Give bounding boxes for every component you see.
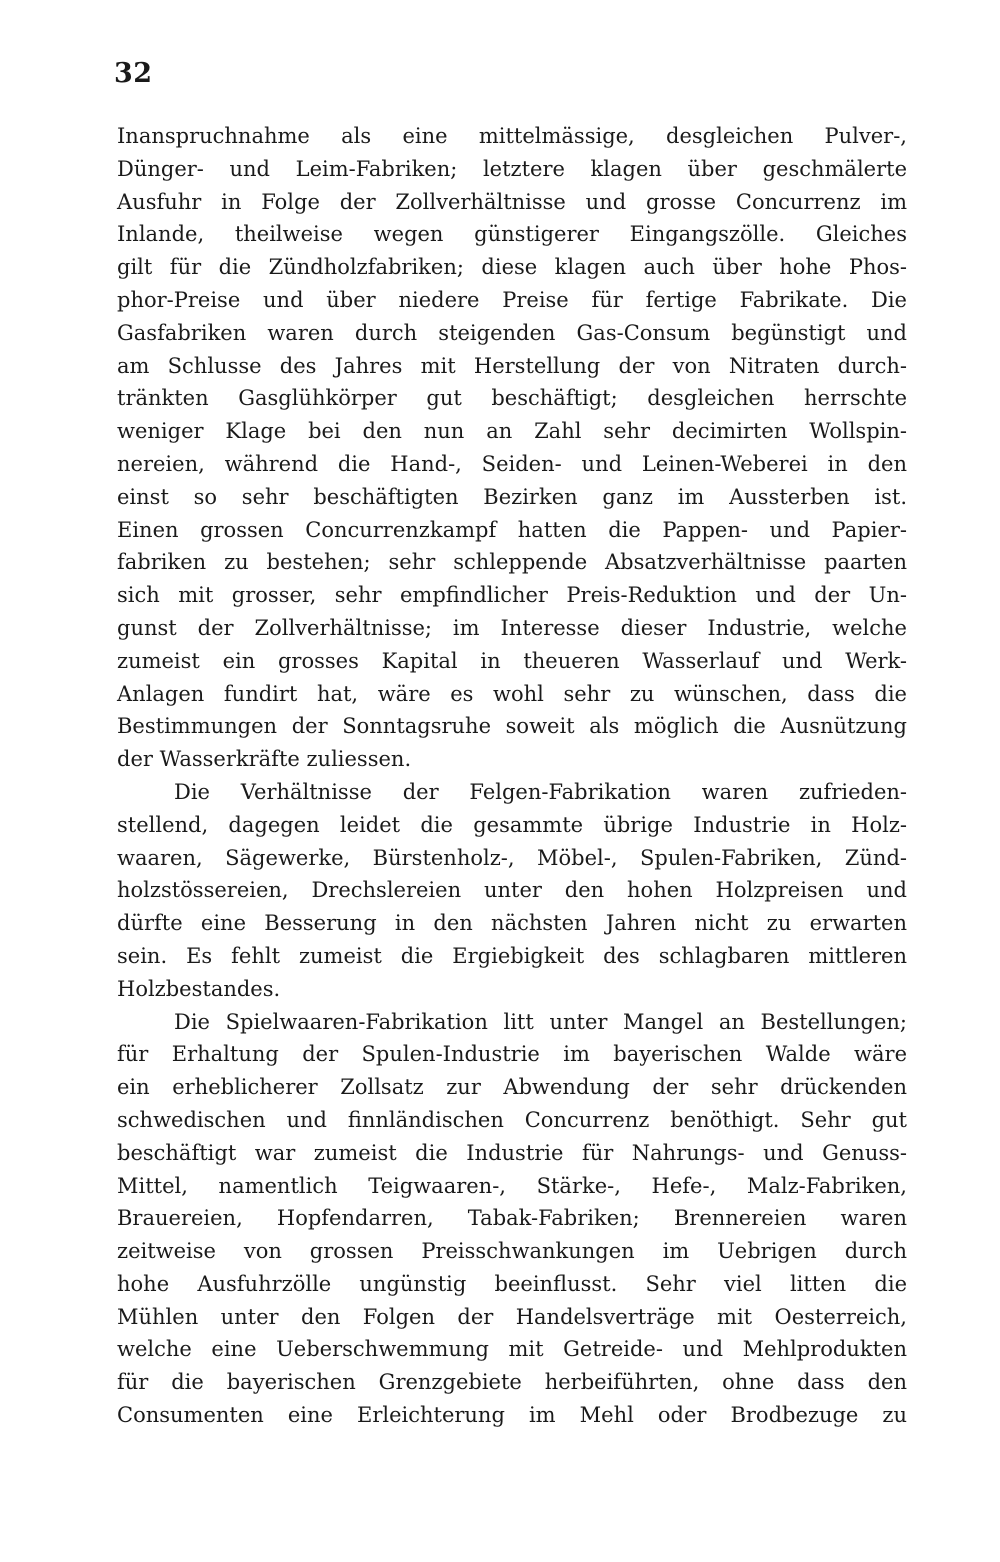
text-line: Ausfuhr in Folge der Zollverhältnisse und grosse Concurrenz im <box>117 189 907 214</box>
text-line: fabriken zu bestehen; sehr schleppende Absatzverhältnisse paarten <box>117 550 907 575</box>
text-line: am Schlusse des Jahres mit Herstellung der von Nitraten durch- <box>117 353 907 378</box>
text-line: holzstössereien, Drechslereien unter den hohen Holzpreisen und <box>117 878 907 903</box>
text-line: für die bayerischen Grenzgebiete herbeiführten, ohne dass den <box>117 1370 907 1395</box>
page-number: 32 <box>114 58 153 89</box>
text-line: gilt für die Zündholzfabriken; diese klagen auch über hohe Phos- <box>117 255 907 280</box>
text-line: zeitweise von grossen Preisschwankungen im Uebrigen durch <box>117 1239 907 1264</box>
text-line: schwedischen und finnländischen Concurrenz benöthigt. Sehr gut <box>117 1107 907 1132</box>
text-line: Mittel, namentlich Teigwaaren-, Stärke-, Hefe-, Malz-Fabriken, <box>117 1173 907 1198</box>
text-line: weniger Klage bei den nun an Zahl sehr decimirten Wollspin- <box>117 419 907 444</box>
text-line: dürfte eine Besserung in den nächsten Jahren nicht zu erwarten <box>117 911 907 936</box>
text-line: tränkten Gasglühkörper gut beschäftigt; desgleichen herrschte <box>117 386 907 411</box>
text-line: stellend, dagegen leidet die gesammte übrige Industrie in Holz- <box>117 812 907 837</box>
text-line: waaren, Sägewerke, Bürstenholz-, Möbel-, Spulen-Fabriken, Zünd- <box>117 845 907 870</box>
text-line: Bestimmungen der Sonntagsruhe soweit als möglich die Ausnützung <box>117 714 907 739</box>
text-line: hohe Ausfuhrzölle ungünstig beeinflusst. Sehr viel litten die <box>117 1271 907 1296</box>
text-line: Gasfabriken waren durch steigenden Gas-Consum begünstigt und <box>117 320 907 345</box>
text-line: beschäftigt war zumeist die Industrie für Nahrungs- und Genuss- <box>117 1140 907 1165</box>
text-line: Anlagen fundirt hat, wäre es wohl sehr zu wünschen, dass die <box>117 681 907 706</box>
text-line: Die Verhältnisse der Felgen-Fabrikation waren zufrieden- <box>174 779 907 804</box>
text-line: ein erheblicherer Zollsatz zur Abwendung der sehr drückenden <box>117 1075 907 1100</box>
text-line: Die Spielwaaren-Fabrikation litt unter Mangel an Bestellungen; <box>174 1009 907 1034</box>
text-line: Mühlen unter den Folgen der Handelsverträge mit Oesterreich, <box>117 1304 907 1329</box>
text-line: sich mit grosser, sehr empfindlicher Preis-Reduktion und der Un- <box>117 583 907 608</box>
text-line: nereien, während die Hand-, Seiden- und Leinen-Weberei in den <box>117 451 907 476</box>
text-line: Dünger- und Leim-Fabriken; letztere klagen über geschmälerte <box>117 156 907 181</box>
text-line: Brauereien, Hopfendarren, Tabak-Fabriken; Brennereien waren <box>117 1206 907 1231</box>
text-line: Holzbestandes. <box>117 976 281 1001</box>
text-line: für Erhaltung der Spulen-Industrie im bayerischen Walde wäre <box>117 1042 907 1067</box>
text-line: Consumenten eine Erleichterung im Mehl oder Brodbezuge zu <box>117 1403 907 1428</box>
body-text <box>117 120 907 1432</box>
text-line: Einen grossen Concurrenzkampf hatten die Pappen- und Papier- <box>117 517 907 542</box>
text-line: der Wasserkräfte zuliessen. <box>117 747 412 772</box>
text-line: Inlande, theilweise wegen günstigerer Eingangszölle. Gleiches <box>117 222 907 247</box>
text-line: welche eine Ueberschwemmung mit Getreide- und Mehlprodukten <box>117 1337 907 1362</box>
text-line: sein. Es fehlt zumeist die Ergiebigkeit des schlagbaren mittleren <box>117 943 907 968</box>
text-line: gunst der Zollverhältnisse; im Interesse dieser Industrie, welche <box>117 615 907 640</box>
text-line: phor-Preise und über niedere Preise für fertige Fabrikate. Die <box>117 287 907 312</box>
text-line: Inanspruchnahme als eine mittelmässige, desgleichen Pulver-, <box>117 124 907 148</box>
text-line: zumeist ein grosses Kapital in theueren Wasserlauf und Werk- <box>117 648 907 673</box>
text-line: einst so sehr beschäftigten Bezirken ganz im Aussterben ist. <box>117 484 907 509</box>
